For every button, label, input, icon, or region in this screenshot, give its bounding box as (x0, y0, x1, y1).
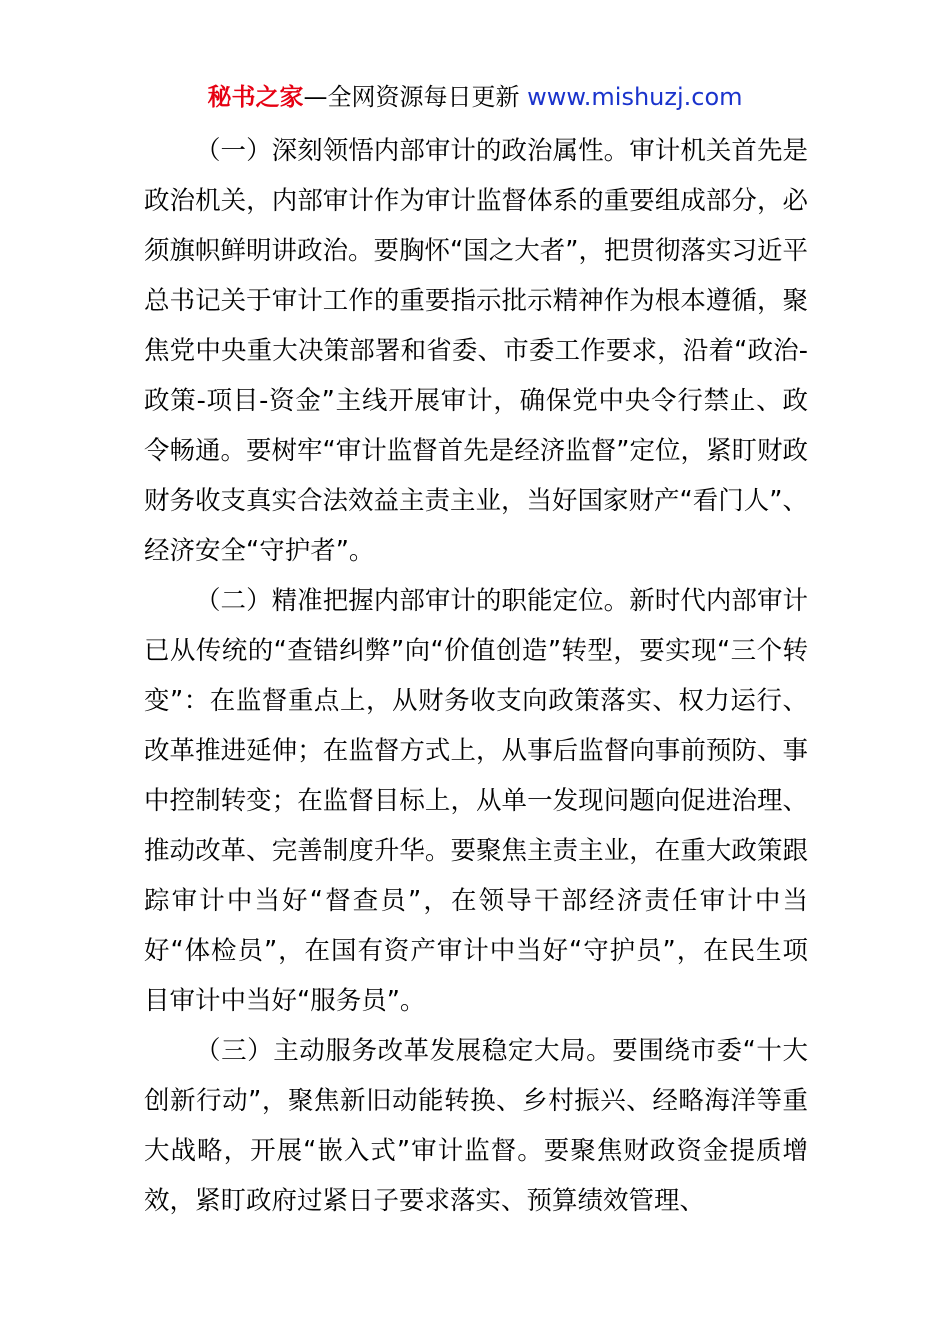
site-brand: 秘书之家 (207, 83, 304, 111)
paragraph-1: （一）深刻领悟内部审计的政治属性。审计机关首先是政治机关，内部审计作为审计监督体系的重要组成部分，必须旗帜鲜明讲政治。要胸怀“国之大者”，把贯彻落实习近平总书记关于审计工作的重要指示批示精神作为根本遵循，聚焦党中央重大决策部署和省委、市委工作要求，沿着“政治-政策-项目-资金”主线开展审计，确保党中央令行禁止、政令畅通。要树牢“审计监督首先是经济监督”定位，紧盯财政财务收支真实合法效益主责主业，当好国家财产“看门人”、经济安全“守护者”。 (144, 136, 808, 566)
paragraph-2: （二）精准把握内部审计的职能定位。新时代内部审计已从传统的“查错纠弊”向“价值创造”转型，要实现“三个转变”：在监督重点上，从财务收支向政策落实、权力运行、改革推进延伸；在监督方式上，从事后监督向事前预防、事中控制转变；在监督目标上，从单一发现问题向促进治理、推动改革、完善制度升华。要聚焦主责主业，在重大政策跟踪审计中当好“督查员”，在领导干部经济责任审计中当好“体检员”，在国有资产审计中当好“守护员”，在民生项目审计中当好“服务员”。 (144, 586, 808, 1016)
site-url-link[interactable]: www.mishuzj.com (527, 83, 743, 111)
paragraph-3: （三）主动服务改革发展稳定大局。要围绕市委“十大创新行动”，聚焦新旧动能转换、乡村振兴、经略海洋等重大战略，开展“嵌入式”审计监督。要聚焦财政资金提质增效，紧盯政府过紧日子要求落实、预算绩效管理、 (144, 1036, 808, 1216)
document-body (144, 126, 808, 1226)
site-tagline: —全网资源每日更新 (303, 83, 528, 111)
site-header (0, 80, 950, 114)
